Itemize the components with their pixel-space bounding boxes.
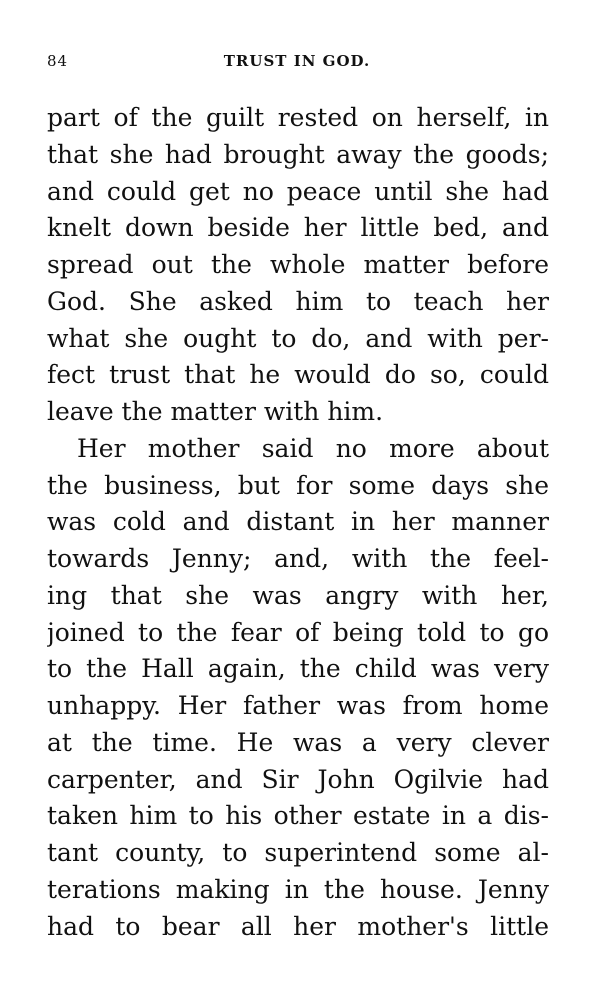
text-line: to the Hall again, the child was very [47,654,549,684]
text-line: carpenter, and Sir John Ogilvie had [47,764,549,794]
text-line: joined to the fear of being told to go [47,617,549,647]
text-line: fect trust that he would do so, could [47,360,549,390]
text-line: and could get no peace until she had [47,176,549,206]
running-title: TRUST IN GOD. [223,52,371,70]
text-line: taken him to his other estate in a dis- [47,801,549,831]
text-line: the business, but for some days she [47,470,549,500]
text-line: terations making in the house. Jenny [47,874,549,904]
text-line: tant county, to superintend some al- [47,838,549,867]
text-line: spread out the whole matter before [47,250,549,279]
text-line: was cold and distant in her manner [47,507,549,537]
body-text [47,100,549,945]
text-line: at the time. He was a very clever [47,727,549,757]
text-line: leave the matter with him. [47,397,384,426]
text-line: unhappy. Her father was from home [47,691,549,720]
text-line: that she had brought away the goods; [47,139,549,169]
text-line: Her mother said no more about [77,433,549,463]
text-line: towards Jenny; and, with the feel- [47,544,549,573]
text-line: knelt down beside her little bed, and [47,213,549,243]
text-line: what she ought to do, and with per- [47,323,549,353]
page-number: 84 [47,52,69,70]
text-line: part of the guilt rested on herself, in [47,103,549,132]
running-head [47,52,547,74]
text-line: ing that she was angry with her, [47,580,549,610]
text-line: God. She asked him to teach her [47,286,549,316]
text-line: had to bear all her mother's little [47,911,549,941]
